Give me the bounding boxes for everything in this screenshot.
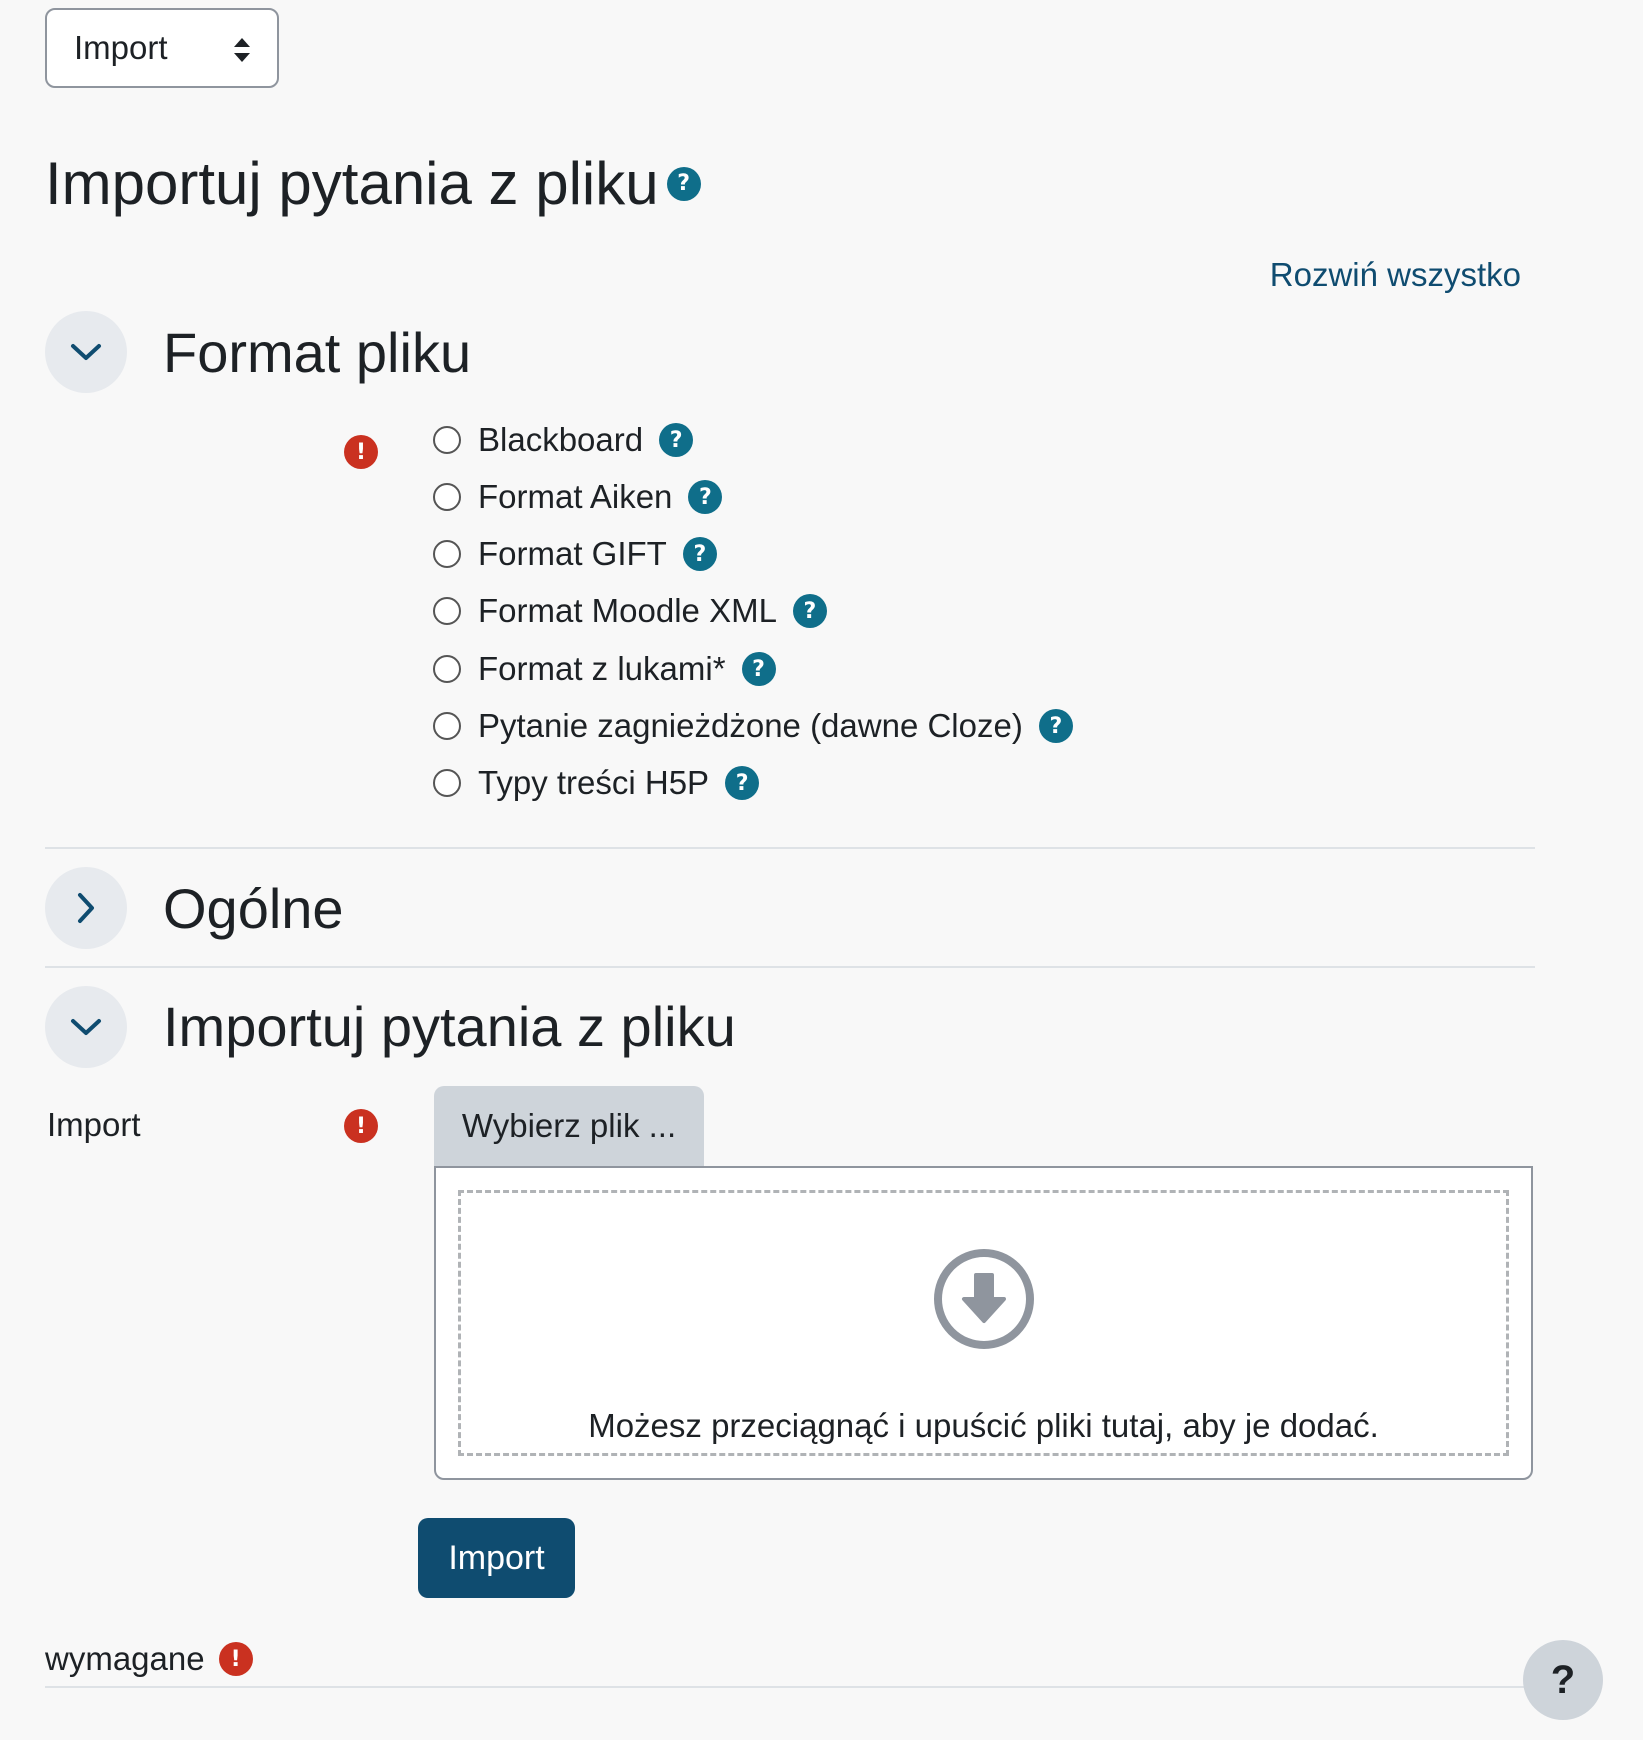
- radio-button[interactable]: [433, 769, 461, 797]
- chevron-right-icon: [76, 891, 96, 925]
- chevron-down-icon: [69, 342, 103, 362]
- question-icon[interactable]: ?: [725, 766, 759, 800]
- radio-label: Blackboard: [478, 421, 644, 458]
- question-icon[interactable]: ?: [742, 652, 776, 686]
- radio-option-moodle-xml[interactable]: [433, 586, 827, 636]
- radio-label: Typy treści H5P: [478, 764, 710, 801]
- section-divider: [45, 966, 1535, 968]
- file-dropzone[interactable]: [434, 1166, 1533, 1480]
- footer-divider: [45, 1686, 1535, 1688]
- general-section-toggle[interactable]: [45, 867, 127, 949]
- import-field-label: Import: [47, 1106, 141, 1143]
- radio-button[interactable]: [433, 483, 461, 511]
- radio-option-cloze[interactable]: [433, 701, 1073, 751]
- question-icon[interactable]: ?: [1039, 709, 1073, 743]
- question-icon[interactable]: ?: [659, 423, 693, 457]
- general-section-title: Ogólne: [163, 877, 344, 940]
- question-icon[interactable]: ?: [688, 480, 722, 514]
- choose-file-button[interactable]: Wybierz plik ...: [434, 1086, 704, 1166]
- radio-button[interactable]: [433, 426, 461, 454]
- exclamation-icon: !: [219, 1642, 253, 1676]
- radio-label: Pytanie zagnieżdżone (dawne Cloze): [478, 707, 1023, 744]
- radio-option-gift[interactable]: [433, 529, 717, 579]
- radio-label: Format GIFT: [478, 535, 667, 572]
- format-section-toggle[interactable]: [45, 311, 127, 393]
- required-label: wymagane: [45, 1640, 205, 1677]
- radio-option-missing-word[interactable]: [433, 644, 776, 694]
- exclamation-icon: !: [344, 435, 378, 469]
- import-section-title: Importuj pytania z pliku: [163, 995, 736, 1058]
- radio-button[interactable]: [433, 712, 461, 740]
- download-arrow-icon: [932, 1247, 1036, 1351]
- chevron-down-icon: [69, 1017, 103, 1037]
- expand-all-link[interactable]: Rozwiń wszystko: [1269, 256, 1521, 293]
- question-icon[interactable]: ?: [667, 167, 701, 201]
- required-note: [45, 1640, 253, 1678]
- radio-label: Format Moodle XML: [478, 592, 777, 629]
- radio-button[interactable]: [433, 540, 461, 568]
- import-section-toggle[interactable]: [45, 986, 127, 1068]
- radio-label: Format Aiken: [478, 478, 673, 515]
- action-select-value: Import: [74, 29, 168, 66]
- radio-button[interactable]: [433, 597, 461, 625]
- select-arrows-icon: [233, 36, 251, 64]
- radio-option-aiken[interactable]: [433, 472, 722, 522]
- question-icon[interactable]: ?: [793, 594, 827, 628]
- help-fab-button[interactable]: [1523, 1640, 1603, 1720]
- question-icon[interactable]: ?: [683, 537, 717, 571]
- section-divider: [45, 847, 1535, 849]
- dropzone-text: Możesz przeciągnąć i upuścić pliki tutaj, aby je dodać.: [588, 1407, 1379, 1444]
- exclamation-icon: !: [344, 1109, 378, 1143]
- page-title-row: [45, 148, 701, 220]
- question-icon: ?: [1550, 1657, 1576, 1702]
- import-submit-button[interactable]: Import: [418, 1518, 575, 1598]
- page-title: Importuj pytania z pliku: [45, 150, 659, 217]
- radio-option-h5p[interactable]: [433, 758, 759, 808]
- action-select[interactable]: [45, 8, 279, 88]
- format-section-title: Format pliku: [163, 321, 472, 384]
- radio-option-blackboard[interactable]: [433, 415, 693, 465]
- dropzone-dashed-area: [458, 1190, 1509, 1456]
- radio-button[interactable]: [433, 655, 461, 683]
- radio-label: Format z lukami*: [478, 650, 726, 687]
